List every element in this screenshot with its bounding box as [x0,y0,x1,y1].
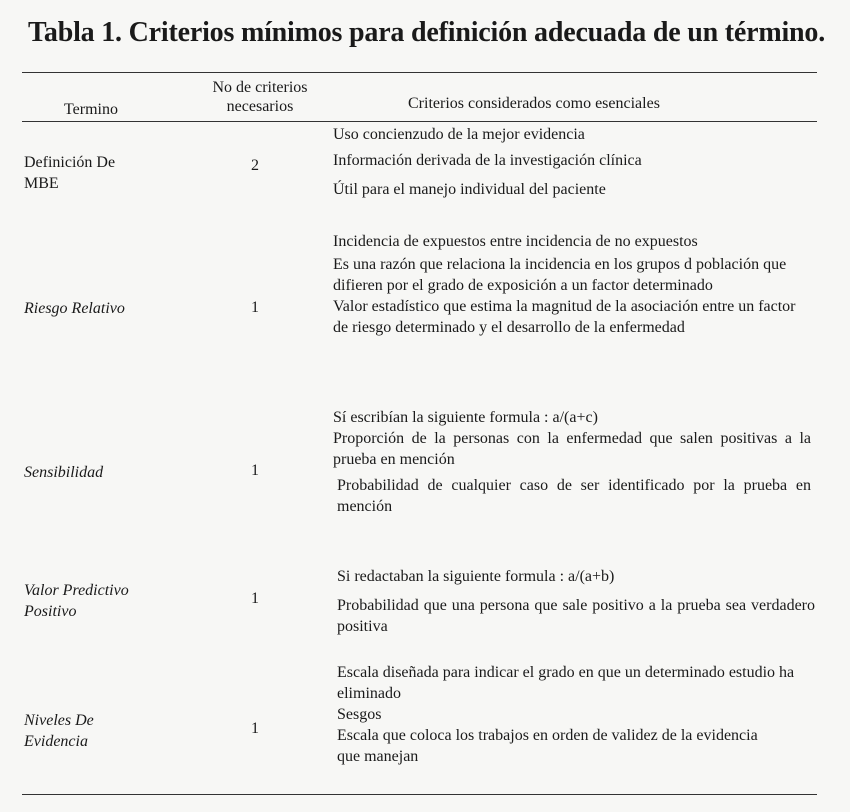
row-count-mbe: 2 [251,157,259,174]
row-criteria-riesgo-relativo [333,231,815,338]
header-rule [22,121,817,122]
bottom-rule [22,794,817,795]
header-count: No de criterios necesarios [212,79,308,115]
row-count-riesgo-relativo: 1 [251,299,259,316]
criterion: Uso concienzudo de la mejor evidencia [333,126,585,143]
criterion: Proporción de la personas con la enfermedad que salen positivas a la prueba en mención [333,430,811,468]
row-count-vpp: 1 [251,590,259,607]
row-term-riesgo-relativo: Riesgo Relativo [24,300,125,317]
table-title: Tabla 1. Criterios mínimos para definición adecuada de un término. [28,17,826,48]
criterion: Probabilidad que una persona que sale positivo a la prueba sea verdadero positiva [337,597,815,635]
row-count-niveles-evidencia: 1 [251,720,259,737]
criterion: Es una razón que relaciona la incidencia en los grupos d población que difieren por el grado de exposición a un factor determinado [333,256,787,294]
row-criteria-vpp [337,566,819,637]
row-term-sensibilidad: Sensibilidad [24,464,104,481]
criterion: Información derivada de la investigación clínica [333,152,642,169]
row-criteria-sensibilidad [333,407,815,517]
header-term: Termino [64,101,118,118]
criterion: Probabilidad de cualquier caso de ser identificado por la prueba en mención [337,477,811,515]
row-term-mbe: Definición De MBE [24,154,116,192]
criterion: Escala que coloca los trabajos en orden de validez de la evidencia que manejan [337,727,758,765]
criterion: Valor estadístico que estima la magnitud de la asociación entre un factor de riesgo determinado y el desarrollo de la enfermedad [333,298,796,336]
criterion: Escala diseñada para indicar el grado en que un determinado estudio ha eliminado [337,664,795,702]
criterion: Si redactaban la siguiente formula : a/(a+b) [337,568,615,585]
row-term-vpp: Valor Predictivo Positivo [24,582,129,620]
row-count-sensibilidad: 1 [251,462,259,479]
row-criteria-mbe [333,124,815,200]
row-term-niveles-evidencia: Niveles De Evidencia [24,712,94,750]
top-rule [22,72,817,73]
criterion: Sí escribían la siguiente formula : a/(a+c) [333,409,598,426]
criterion: Incidencia de expuestos entre incidencia de no expuestos [333,233,698,250]
criterion: Útil para el manejo individual del paciente [333,181,606,198]
criterion: Sesgos [337,706,382,723]
row-criteria-niveles-evidencia [337,662,819,767]
header-criteria: Criterios considerados como esenciales [408,95,660,112]
